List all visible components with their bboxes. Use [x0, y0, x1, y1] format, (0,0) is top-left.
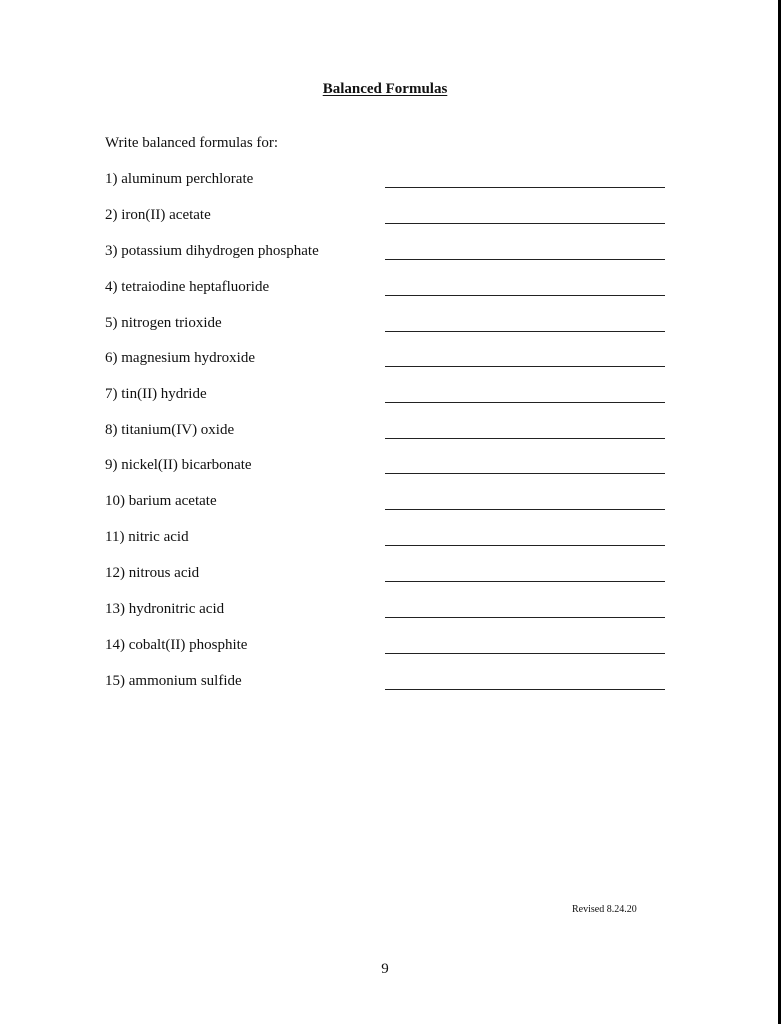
- question-item: [0, 637, 778, 673]
- instructions-text: Write balanced formulas for:: [105, 135, 279, 151]
- question-text: 3) potassium dihydrogen phosphate: [105, 243, 319, 259]
- answer-line: [385, 259, 665, 260]
- page-number: 9: [381, 961, 389, 977]
- answer-line: [385, 331, 665, 332]
- question-item: [0, 493, 778, 529]
- revision-note: Revised 8.24.20: [572, 904, 637, 915]
- question-text: 8) titanium(IV) oxide: [105, 422, 235, 438]
- answer-line: [385, 509, 665, 510]
- question-item: [0, 171, 778, 207]
- question-item: [0, 422, 778, 458]
- answer-line: [385, 545, 665, 546]
- question-item: [0, 457, 778, 493]
- question-text: 5) nitrogen trioxide: [105, 315, 222, 331]
- question-item: [0, 529, 778, 565]
- question-item: [0, 673, 778, 709]
- answer-line: [385, 581, 665, 582]
- answer-line: [385, 473, 665, 474]
- answer-line: [385, 223, 665, 224]
- question-text: 7) tin(II) hydride: [105, 386, 207, 402]
- answer-line: [385, 295, 665, 296]
- question-item: [0, 279, 778, 315]
- question-text: 11) nitric acid: [105, 529, 189, 545]
- answer-line: [385, 653, 665, 654]
- page-title: Balanced Formulas: [322, 81, 448, 97]
- answer-line: [385, 617, 665, 618]
- question-item: [0, 601, 778, 637]
- question-text: 12) nitrous acid: [105, 565, 200, 581]
- answer-line: [385, 366, 665, 367]
- question-text: 13) hydronitric acid: [105, 601, 225, 617]
- answer-line: [385, 402, 665, 403]
- question-text: 10) barium acetate: [105, 493, 217, 509]
- question-item: [0, 350, 778, 386]
- question-text: 14) cobalt(II) phosphite: [105, 637, 248, 653]
- question-text: 4) tetraiodine heptafluoride: [105, 279, 270, 295]
- page-edge-border: [778, 0, 781, 1024]
- question-item: [0, 207, 778, 243]
- question-text: 15) ammonium sulfide: [105, 673, 242, 689]
- answer-line: [385, 187, 665, 188]
- question-text: 2) iron(II) acetate: [105, 207, 211, 223]
- question-text: 6) magnesium hydroxide: [105, 350, 255, 366]
- question-text: 1) aluminum perchlorate: [105, 171, 254, 187]
- answer-line: [385, 438, 665, 439]
- question-item: [0, 386, 778, 422]
- question-text: 9) nickel(II) bicarbonate: [105, 457, 252, 473]
- question-item: [0, 315, 778, 351]
- question-item: [0, 565, 778, 601]
- question-item: [0, 243, 778, 279]
- answer-line: [385, 689, 665, 690]
